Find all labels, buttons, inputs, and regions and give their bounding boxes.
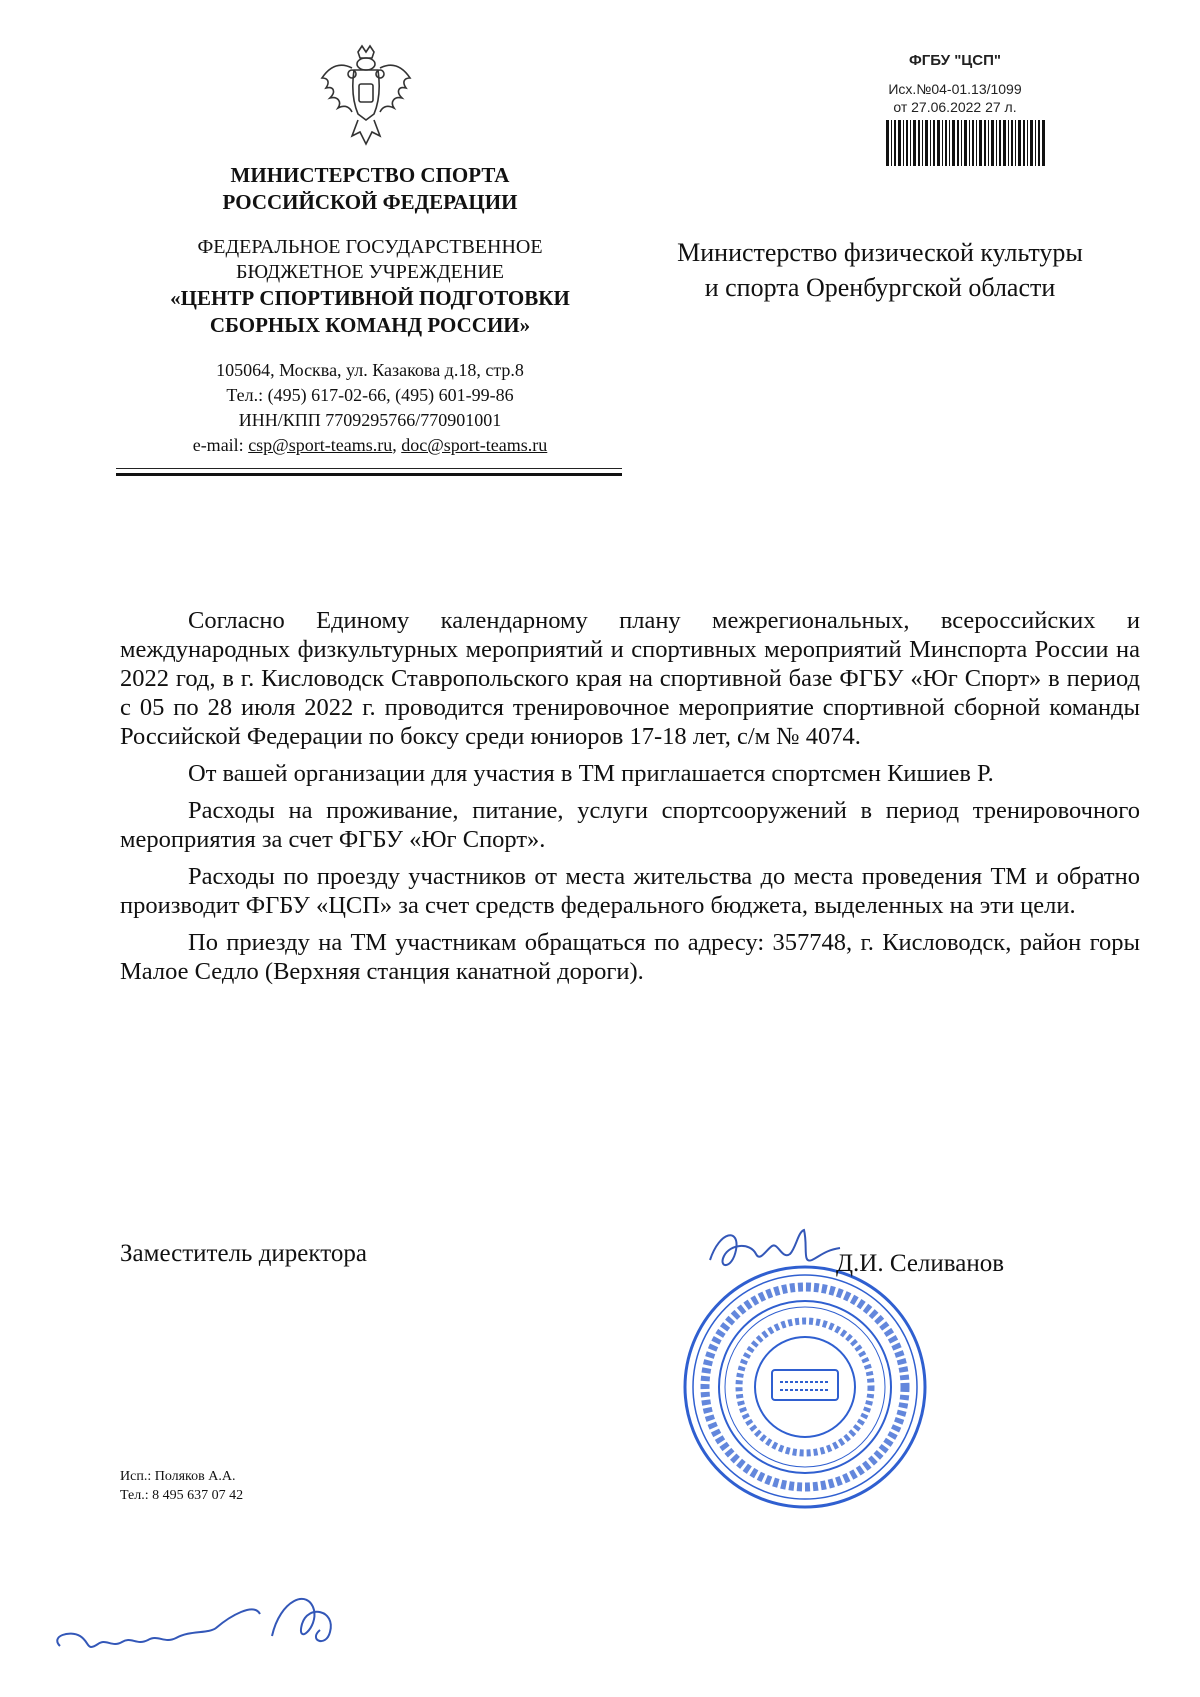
recipient-line-2: и спорта Оренбургской области [704, 273, 1056, 302]
org-type-line-2: БЮДЖЕТНОЕ УЧРЕЖДЕНИЕ [235, 261, 505, 283]
email-link-csp[interactable]: csp@sport-teams.ru [248, 435, 393, 455]
executor-info [120, 1467, 243, 1505]
ministry-line-2: РОССИЙСКОЙ ФЕДЕРАЦИИ [222, 190, 518, 214]
recipient-line-1: Министерство физической культуры [677, 238, 1083, 267]
ministry-line-1: МИНИСТЕРСТВО СПОРТА [230, 163, 510, 187]
registration-date: от 27.06.2022 27 л. [893, 99, 1017, 115]
registration-org: ФГБУ "ЦСП" [908, 52, 1001, 69]
barcode-icon [886, 120, 1046, 166]
signer-name: Д.И. Селиванов [836, 1250, 1005, 1277]
recipient-block [640, 235, 1120, 305]
registration-number: Исх.№04-01.13/1099 [888, 81, 1022, 97]
ministry-heading [120, 162, 620, 216]
org-phones: Тел.: (495) 617-02-66, (495) 601-99-86 [226, 385, 514, 405]
coat-of-arms-emblem [316, 44, 416, 152]
email-separator: , [392, 435, 402, 455]
email-link-doc[interactable]: doc@sport-teams.ru [401, 435, 548, 455]
body-paragraph-4: Расходы по проезду участников от места жительства до места проведения ТМ и обратно производит ФГБУ «ЦСП» за счет средств федерального бюджета, выделенных на эти цели. [120, 863, 1140, 919]
org-contacts [120, 358, 620, 458]
executor-phone: Тел.: 8 495 637 07 42 [120, 1488, 244, 1503]
handwritten-annotation [40, 1570, 370, 1670]
signer-position: Заместитель директора [120, 1240, 367, 1267]
org-name-line-2: СБОРНЫХ КОМАНД РОССИИ» [209, 313, 531, 337]
registration-info [870, 80, 1040, 116]
org-type [120, 235, 620, 285]
org-address: 105064, Москва, ул. Казакова д.18, стр.8 [216, 360, 524, 380]
org-name-line-1: «ЦЕНТР СПОРТИВНОЙ ПОДГОТОВКИ [170, 286, 570, 310]
org-email-line [120, 433, 620, 458]
official-seal [680, 1262, 930, 1512]
letterhead-rule-thick [116, 473, 622, 476]
body-paragraph-1: Согласно Единому календарному плану межрегиональных, всероссийских и международных физкультурных мероприятий и спортивных мероприятий Минспорта России на 2022 год, в г. Кисловодск Ставропольского края на спортивной базе ФГБУ «Юг Спорт» в период с 05 по 28 июля 2022 г. проводится тренировочное мероприятие спортивной сборной команды Российской Федерации по боксу среди юниоров 17-18 лет, с/м № 4074. [120, 607, 1140, 750]
letter-body [120, 606, 1140, 994]
org-inn-kpp: ИНН/КПП 7709295766/770901001 [238, 410, 502, 430]
org-name [120, 285, 620, 339]
letterhead-rule-thin [116, 468, 622, 469]
body-paragraph-3: Расходы на проживание, питание, услуги спортсооружений в период тренировочного мероприятия за счет ФГБУ «Юг Спорт». [120, 797, 1140, 853]
org-type-line-1: ФЕДЕРАЛЬНОЕ ГОСУДАРСТВЕННОЕ [197, 236, 543, 258]
body-paragraph-5: По приезду на ТМ участникам обращаться по адресу: 357748, г. Кисловодск, район горы Малое Седло (Верхняя станция канатной дороги). [120, 929, 1140, 985]
executor-name: Исп.: Поляков А.А. [120, 1469, 236, 1484]
email-label: e-mail: [192, 435, 249, 455]
body-paragraph-2: От вашей организации для участия в ТМ приглашается спортсмен Кишиев Р. [188, 760, 994, 787]
